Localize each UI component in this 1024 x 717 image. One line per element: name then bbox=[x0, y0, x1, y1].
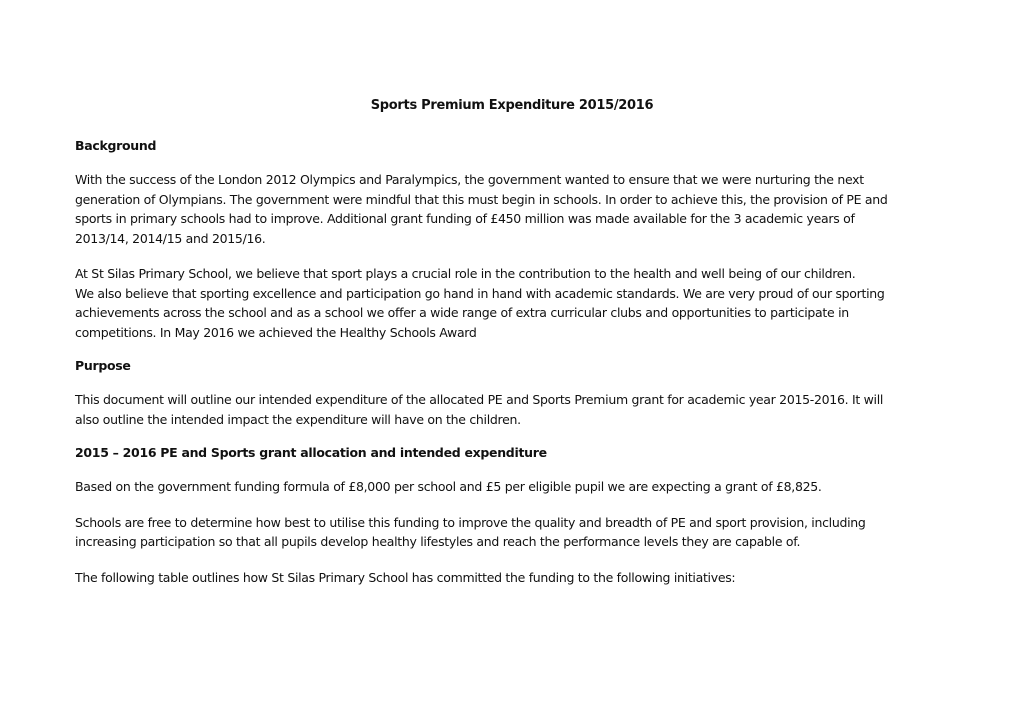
background-heading: Background bbox=[75, 138, 157, 153]
text-line: With the success of the London 2012 Olympics and Paralympics, the government wanted to ensure that we were nurturing the next bbox=[75, 172, 864, 187]
purpose-paragraph bbox=[75, 390, 975, 429]
text-line: achievements across the school and as a school we offer a wide range of extra curricular clubs and opportunities to participate in bbox=[75, 305, 849, 320]
text-line: This document will outline our intended expenditure of the allocated PE and Sports Premium grant for academic year 2015-2016. It will bbox=[75, 392, 884, 407]
text-line: At St Silas Primary School, we believe that sport plays a crucial role in the contribution to the health and well being of our children. bbox=[75, 266, 856, 281]
document-title: Sports Premium Expenditure 2015/2016 bbox=[370, 98, 654, 113]
allocation-paragraph-1 bbox=[75, 477, 975, 497]
allocation-paragraph-3 bbox=[75, 568, 975, 588]
background-paragraph-2 bbox=[75, 264, 975, 342]
text-line: The following table outlines how St Silas Primary School has committed the funding to the following initiatives: bbox=[75, 569, 736, 585]
document-body bbox=[75, 138, 975, 603]
text-line: Based on the government funding formula of £8,000 per school and £5 per eligible pupil we are expecting a grant of £8,825. bbox=[75, 479, 822, 494]
background-paragraph-1 bbox=[75, 170, 975, 248]
purpose-heading: Purpose bbox=[75, 358, 131, 373]
allocation-paragraph-2 bbox=[75, 513, 975, 552]
allocation-heading: 2015 – 2016 PE and Sports grant allocation and intended expenditure bbox=[75, 445, 547, 460]
text-line: sports in primary schools had to improve. Additional grant funding of £450 million was made available for the 3 academic years of bbox=[75, 211, 855, 226]
text-line: 2013/14, 2014/15 and 2015/16. bbox=[75, 230, 266, 246]
text-line: also outline the intended impact the expenditure will have on the children. bbox=[75, 411, 521, 427]
text-line: increasing participation so that all pupils develop healthy lifestyles and reach the performance levels they are capable of. bbox=[75, 534, 801, 549]
text-line: Schools are free to determine how best to utilise this funding to improve the quality and breadth of PE and sport provision, including bbox=[75, 514, 866, 530]
text-line: We also believe that sporting excellence and participation go hand in hand with academic standards. We are very proud of our sporting bbox=[75, 285, 885, 301]
text-line: generation of Olympians. The government were mindful that this must begin in schools. In order to achieve this, the provision of PE and bbox=[75, 191, 888, 207]
text-line: competitions. In May 2016 we achieved the Healthy Schools Award bbox=[75, 324, 477, 340]
